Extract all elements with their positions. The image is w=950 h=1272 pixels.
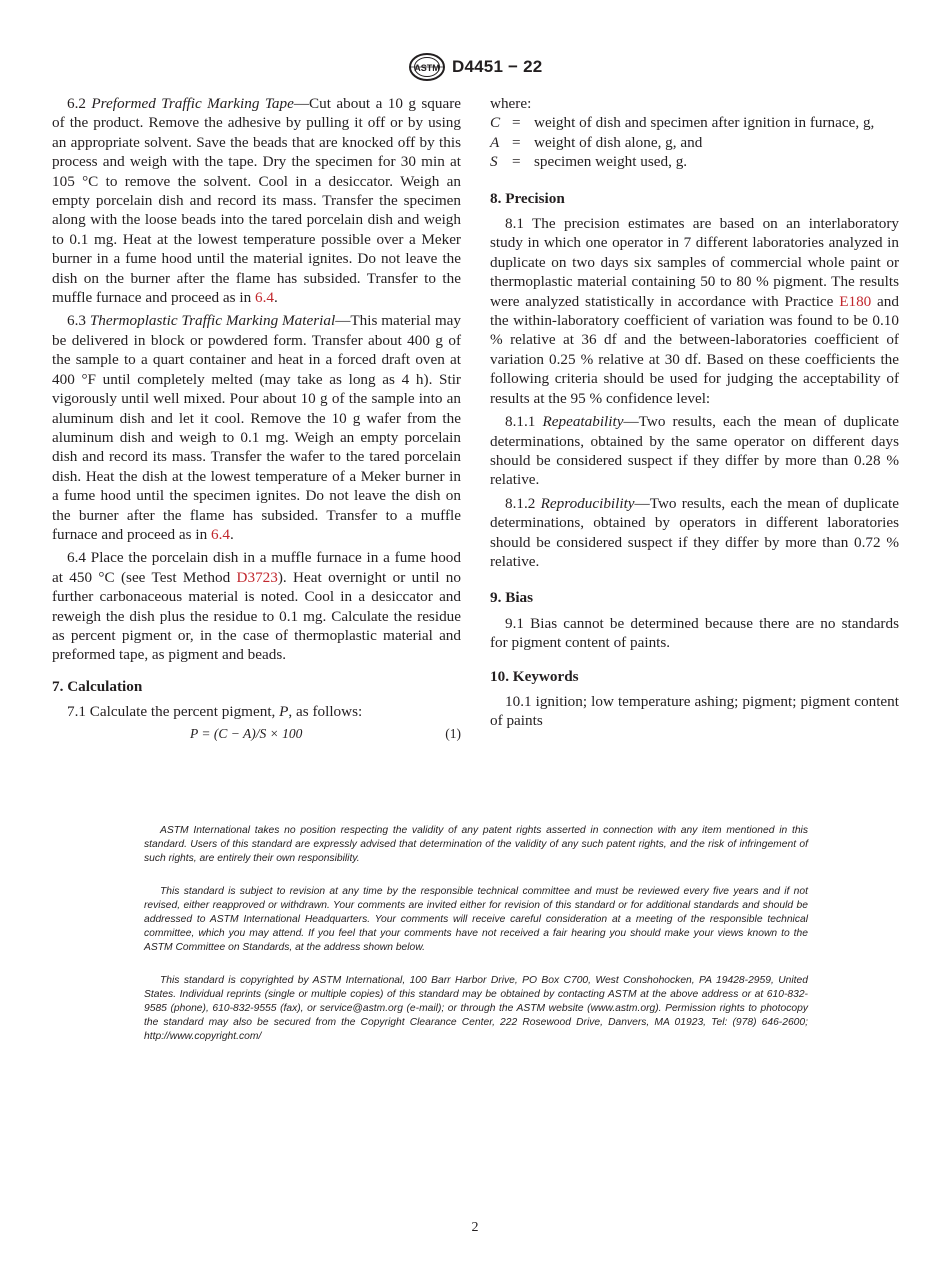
variable-equals: = bbox=[512, 133, 521, 151]
p62-body: —Cut about a 10 g square of the product. Remove the adhesive by pulling it off or by using an appropriate solvent. Save the beads that are knocked off by this process and weigh with the tape. Dry the specimen for 30 min at 105 °C to remove the solvent. Cool in a desiccator. Weigh an empty porcelain dish and record its mass. Transfer the specimen along with the loose beads into the tared porcelain dish and weigh to 0.1 mg. Heat at the lowest temperature possible over a Meker burner in a fume hood until the material ignites. Do not leave the dish on the burner after the flame has subsided. Transfer to the muffle furnace and proceed as in bbox=[52, 95, 461, 307]
p811-number: 8.1.1 bbox=[505, 413, 536, 431]
p62-title: Preformed Traffic Marking Tape bbox=[91, 95, 294, 112]
equation-number: (1) bbox=[445, 725, 461, 741]
equation-1 bbox=[52, 724, 461, 746]
copyright-notice-text: This standard is copyrighted by ASTM International, 100 Barr Harbor Drive, PO Box C700, West Conshohocken, PA 19428-2959, United States. Individual reprints (single or multiple copies) of this standard may be obtained by contacting ASTM at the above address or at 610-832-9585 (phone), 610-832-9555 (fax), or service@astm.org (e-mail); or through the ASTM website (www.astm.org). Permission rights to photocopy the standard may also be secured from the Copyright Clearance Center, 222 Rosewood Drive, Danvers, MA 01923, Tel: (978) 646-2600; http://www.copyright.com/ bbox=[144, 975, 808, 1042]
p63-body: —This material may be delivered in block or powdered form. Transfer about 400 g of the sample to a quart container and heat in a forced draft oven at 400 °F until completely melted (may take as long as 4 h). Stir vigorously until well mixed. Pour about 10 g of the sample into an aluminum dish and let it cool. Remove the 10 g wafer from the aluminum dish and weigh to 0.1 mg. Weigh an empty porcelain dish and record its mass. Transfer the wafer to the tared porcelain dish. Heat the dish at the lowest temperature of a Meker burner in a fume hood until the specimen ignites. Do not leave the dish on the burner after the flame has subsided. Transfer to a muffle furnace and proceed as in bbox=[52, 312, 462, 543]
p71-variable: P bbox=[279, 703, 289, 721]
patent-notice-text: ASTM International takes no position respecting the validity of any patent rights asserted in connection with any item mentioned in this standard. Users of this standard are expressly advised that determination of the validity of any such patent rights, and the risk of infringement of such rights, are entirely their own responsibility. bbox=[144, 825, 808, 864]
where-label: where: bbox=[490, 95, 532, 112]
paragraph-9-1: 9.1 Bias cannot be determined because there are no standards for pigment content of paints. bbox=[490, 614, 899, 652]
paragraph-7-1 bbox=[52, 702, 461, 721]
variable-symbol: A bbox=[490, 133, 500, 151]
left-column bbox=[52, 94, 461, 746]
p812-number: 8.1.2 bbox=[505, 494, 536, 512]
revision-notice bbox=[144, 885, 808, 955]
variable-definition: weight of dish and specimen after ignition in furnace, g, bbox=[534, 114, 875, 132]
section-7-heading: 7. Calculation bbox=[52, 677, 143, 695]
variable-row bbox=[490, 133, 899, 152]
link-6-4[interactable]: 6.4 bbox=[210, 525, 230, 543]
p81-text-b: and the within-laboratory coefficient of variation was found to be 0.10 % relative at 36 df and the between-laboratories coefficient of variation 0.25 % relative at 30 df. Based on these coefficients the following criteria should be used for judging the acceptability of results at the 95 % confidence level: bbox=[490, 292, 899, 407]
section-9-heading: 9. Bias bbox=[490, 589, 534, 607]
copyright-notice bbox=[144, 974, 808, 1044]
p62-end: . bbox=[273, 289, 278, 307]
variable-equals: = bbox=[512, 114, 521, 132]
document-id: D4451 − 22 bbox=[452, 57, 543, 76]
variable-definition: weight of dish alone, g, and bbox=[534, 133, 703, 151]
section-8-heading: 8. Precision bbox=[490, 189, 565, 207]
logo-text: ASTM bbox=[414, 63, 440, 73]
link-e180[interactable]: E180 bbox=[839, 292, 872, 310]
page-header bbox=[0, 52, 950, 86]
link-d3723[interactable]: D3723 bbox=[236, 568, 278, 586]
p812-title: Reproducibility bbox=[540, 494, 635, 512]
p62-number: 6.2 bbox=[67, 95, 86, 112]
link-6-4[interactable]: 6.4 bbox=[254, 289, 274, 307]
p811-body: —Two results, each the mean of duplicate determinations, obtained by the same operator on different days should be considered suspect if they differ by more than 0.28 % relative. bbox=[490, 413, 899, 489]
paragraph-8-1-1 bbox=[490, 412, 899, 490]
variable-row bbox=[490, 152, 899, 171]
p71-text-b: , as follows: bbox=[288, 703, 363, 721]
equation-text: P = (C − A)/S × 100 bbox=[190, 725, 303, 741]
paragraph-8-1-2 bbox=[490, 494, 899, 572]
p63-number: 6.3 bbox=[67, 312, 86, 330]
astm-logo-icon bbox=[408, 52, 446, 82]
variable-row bbox=[490, 113, 899, 132]
p64-text-b: ). Heat overnight or until no further carbonaceous material is noted. Cool in a desiccator and reweigh the dish plus the residue to 0.1 mg. Calculate the residue as percent pigment or, in the case of thermoplastic material and preformed tape, as pigment and beads. bbox=[52, 568, 461, 664]
patent-notice bbox=[144, 824, 808, 866]
p811-title: Repeatability bbox=[542, 413, 624, 431]
paragraph-6-2 bbox=[52, 94, 461, 307]
p81-text-a: 8.1 The precision estimates are based on an interlaboratory study in which one operator in 7 different laboratories analyzed in duplicate on two days six samples of commercial whole paint or thermoplastic material containing 50 to 80 % pigment. The results were analyzed statistically in accordance with Practice bbox=[490, 215, 899, 310]
p64-text-a: 6.4 Place the porcelain dish in a muffle furnace in a fume hood at 450 °C (see Test Method bbox=[52, 549, 461, 586]
paragraph-8-1 bbox=[490, 214, 899, 408]
variable-symbol: C bbox=[490, 114, 501, 132]
right-column bbox=[490, 94, 899, 735]
p812-body: —Two results, each the mean of duplicate determinations, obtained by operators in different laboratories should be considered suspect if they differ by more than 0.72 % relative. bbox=[490, 494, 899, 570]
p63-title: Thermoplastic Traffic Marking Material bbox=[89, 312, 336, 330]
p63-end: . bbox=[229, 525, 234, 543]
paragraph-6-3 bbox=[52, 311, 461, 544]
variable-symbol: S bbox=[490, 153, 498, 171]
variable-definitions bbox=[490, 113, 899, 171]
variable-definition: specimen weight used, g. bbox=[534, 153, 688, 171]
section-10-heading: 10. Keywords bbox=[490, 667, 579, 685]
revision-notice-text: This standard is subject to revision at any time by the responsible technical committee and must be reviewed every five years and if not revised, either reapproved or withdrawn. Your comments are invited either for revision of this standard or for additional standards and should be addressed to ASTM International Headquarters. Your comments will receive careful consideration at a meeting of the responsible technical committee, which you may attend. If you feel that your comments have not received a fair hearing you should make your views known to the ASTM Committee on Standards, at the address shown below. bbox=[144, 886, 808, 953]
paragraph-6-4 bbox=[52, 548, 461, 664]
p71-text-a: 7.1 Calculate the percent pigment, bbox=[67, 703, 280, 721]
page-number: 2 bbox=[471, 1220, 479, 1235]
paragraph-10-1: 10.1 ignition; low temperature ashing; pigment; pigment content of paints bbox=[490, 692, 899, 730]
variable-equals: = bbox=[512, 153, 521, 171]
